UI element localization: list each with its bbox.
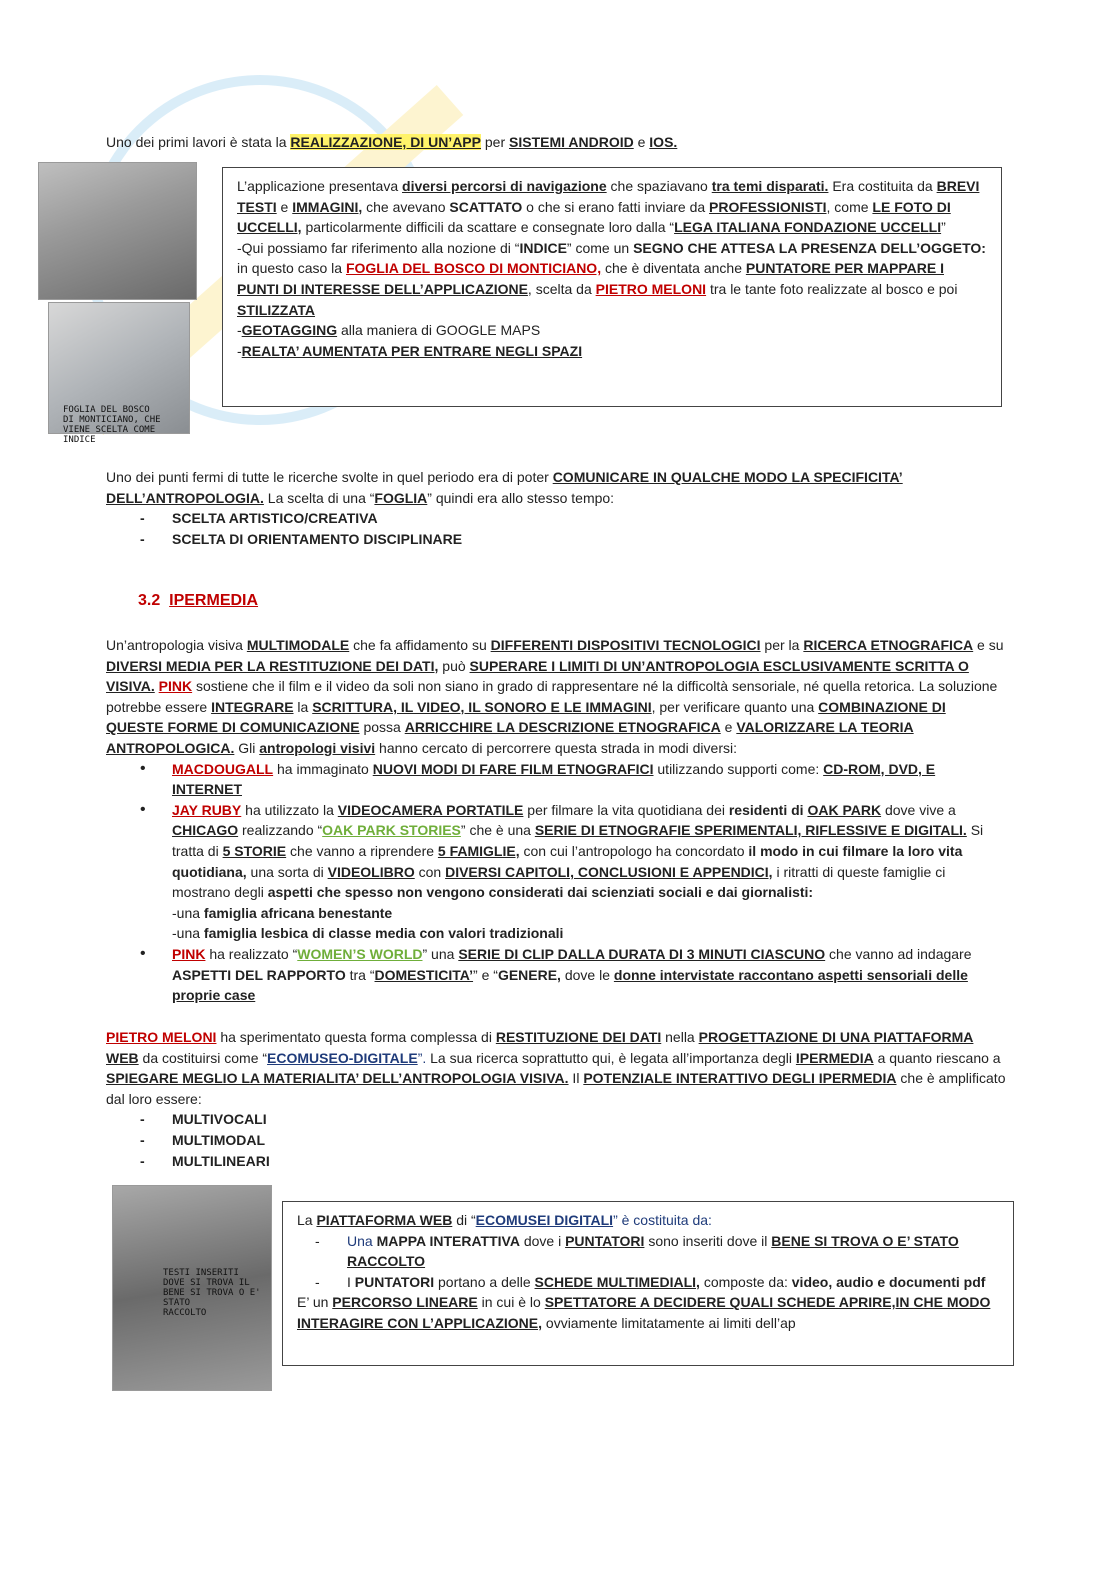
text: ha immaginato <box>273 760 373 777</box>
text: PROGETTAZIONE DI UNA PIATTAFORMA WEB <box>106 1029 974 1066</box>
text: SCATTATO <box>449 198 523 215</box>
text: I <box>347 1273 355 1290</box>
box1-realta <box>237 341 987 362</box>
piattaforma-list <box>297 1231 999 1293</box>
text: dove le <box>560 966 614 983</box>
text: STILIZZATA <box>237 301 316 318</box>
list-item: - SCELTA ARTISTICO/CREATIVA <box>138 508 1006 529</box>
text: VIDEOLIBRO <box>327 863 415 880</box>
text: il modo in cui filmare la loro vita quotidiana, <box>172 842 963 880</box>
text: ECOMUSEI DIGITALI <box>475 1212 614 1228</box>
text: donne intervistate raccontano aspetti sensoriali delle proprie case <box>172 966 968 1004</box>
text: tra “ <box>345 966 375 983</box>
text: SERIE DI CLIP DALLA DURATA DI 3 MINUTI CIASCUNO <box>458 945 826 962</box>
list-item-jay-ruby <box>138 800 1006 944</box>
text: PIETRO MELONI <box>595 280 707 297</box>
text: REALTA’ AUMENTATA PER ENTRARE NEGLI SPAZI <box>241 342 583 359</box>
text: dove vive a <box>881 801 956 818</box>
text: e <box>276 198 293 215</box>
text: composte da: <box>699 1273 792 1290</box>
text: ECOMUSEO-DIGITALE <box>267 1049 418 1066</box>
text: COMBINAZIONE DI QUESTE FORME DI COMUNICAZIONE <box>106 698 946 736</box>
app-screenshot-photo-2 <box>48 302 190 445</box>
text: PUNTATORE PER MAPPARE I PUNTI DI INTERESSE DELL’APPLICAZIONE <box>237 260 944 297</box>
text: Un’antropologia visiva <box>106 637 247 653</box>
text: una sorta di <box>246 863 328 880</box>
text: ” che è una <box>460 822 535 839</box>
list-item: - MULTILINEARI <box>138 1151 1006 1172</box>
text: o che si erano fatti inviare da <box>522 198 710 215</box>
text: realizzando “ <box>238 822 323 839</box>
text: per la <box>760 637 804 653</box>
text: ” quindi era allo stesso tempo: <box>427 489 615 506</box>
text: -Qui possiamo far riferimento alla nozione di “ <box>237 239 520 256</box>
text: MACDOUGALL <box>172 760 274 777</box>
text: INTEGRARE <box>211 698 294 715</box>
box1-geotagging <box>237 320 987 341</box>
text: la <box>293 698 313 715</box>
text: POTENZIALE INTERATTIVO DEGLI IPERMEDIA <box>583 1070 897 1087</box>
heading-number: 3.2 <box>138 592 161 609</box>
text: E’ un <box>297 1294 333 1311</box>
text: ARRICCHIRE LA DESCRIZIONE ETNOGRAFICA <box>404 719 721 736</box>
text: GEOTAGGING <box>241 322 338 339</box>
text: RICERCA ETNOGRAFICA <box>803 637 974 653</box>
list-item: - MULTIVOCALI <box>138 1109 1006 1130</box>
text: FOGLIA <box>374 489 428 506</box>
text: CHICAGO <box>172 822 239 839</box>
list-item-macdougall <box>138 759 1006 800</box>
text: -una <box>172 904 204 921</box>
text: Gli <box>234 739 260 756</box>
text: ” e “ <box>473 966 498 983</box>
text: ha sperimentato questa forma complessa di <box>216 1029 496 1045</box>
text: SPIEGARE MEGLIO LA MATERIALITA’ DELL’ANTROPOLOGIA VISIVA. <box>106 1070 569 1087</box>
text: e su <box>973 637 1004 653</box>
text: COMUNICARE IN QUALCHE MODO LA SPECIFICITA’ DELL’ANTROPOLOGIA. <box>106 469 903 506</box>
text: ” come un <box>566 239 634 256</box>
list-item-pink <box>138 944 1006 1006</box>
text: Era costituita da <box>828 178 937 194</box>
section-ipermedia <box>106 635 1006 1006</box>
text: SCRITTURA, IL VIDEO, IL SONORO E LE IMMAGINI <box>312 698 652 715</box>
text: DIVERSI CAPITOLI, CONCLUSIONI E APPENDICI, <box>445 863 773 880</box>
ecomuseo-map-photo <box>112 1185 272 1391</box>
text: che vanno a riprendere <box>286 842 438 859</box>
text: JAY RUBY <box>172 801 242 818</box>
text: , come <box>826 198 873 215</box>
app-screenshot-photo-1 <box>38 162 197 300</box>
box2-intro <box>297 1210 999 1231</box>
handwritten-note: FOGLIA DEL BOSCO DI MONTICIANO, CHE VIENE SCELTA COME INDICE <box>63 405 161 445</box>
intro-ios: IOS. <box>649 134 678 150</box>
text: IMMAGINI, <box>292 198 363 215</box>
app-description-box <box>222 167 1002 407</box>
text: in questo caso la <box>237 260 346 277</box>
text: hanno cercato di percorrere questa strada in modi diversi: <box>375 739 737 756</box>
text: ha utilizzato la <box>241 801 338 818</box>
text: antropologi visivi <box>259 739 376 756</box>
box1-paragraph <box>237 176 987 238</box>
box1-indice-paragraph <box>237 238 987 320</box>
text: tra temi disparati. <box>711 178 829 194</box>
text: DIVERSI MEDIA PER LA RESTITUZIONE DEI DATI, <box>106 657 439 674</box>
text: possa <box>359 719 405 736</box>
text: La <box>297 1212 317 1228</box>
text: sono inseriti dove il <box>644 1232 772 1249</box>
text: diversi percorsi di navigazione <box>402 178 607 194</box>
ipermedia-properties-list <box>106 1109 1006 1171</box>
text: residenti di <box>728 801 804 818</box>
text: portano a delle <box>434 1273 535 1290</box>
text: -una <box>172 925 204 942</box>
text: SPETTATORE A DECIDERE QUALI SCHEDE APRIRE,IN CHE MODO INTERAGIRE CON L’APPLICAZIONE, <box>297 1294 991 1331</box>
text: famiglia africana benestante <box>203 904 393 921</box>
text: che spaziavano <box>606 178 712 194</box>
text: che vanno ad indagare <box>825 945 972 962</box>
text: , scelta da <box>527 280 596 297</box>
text: Si tratta di <box>172 822 984 859</box>
section-meloni <box>106 1027 1006 1171</box>
text: GENERE, <box>497 966 561 983</box>
text: PERCORSO LINEARE <box>332 1294 478 1311</box>
text: MULTIMODALE <box>246 637 350 653</box>
text: ha realizzato “ <box>205 945 298 962</box>
text: i ritratti di queste famiglie ci mostrano degli <box>172 863 946 901</box>
text: ” è costituita da: <box>613 1212 712 1228</box>
text: INDICE <box>519 239 567 256</box>
intro-android: SISTEMI ANDROID <box>509 134 634 150</box>
section3-paragraph <box>106 635 1006 759</box>
text: nella <box>661 1029 699 1045</box>
text: tra le tante foto realizzate al bosco e poi <box>706 280 958 297</box>
text: RESTITUZIONE DEI DATI <box>495 1029 662 1045</box>
text: Una <box>347 1232 377 1249</box>
list-item <box>313 1272 999 1293</box>
text: PUNTATORI <box>565 1232 645 1249</box>
section4-paragraph <box>106 1027 1006 1109</box>
text: famiglia lesbica di classe media con valori tradizionali <box>203 925 564 942</box>
text: DIFFERENTI DISPOSITIVI TECNOLOGICI <box>490 637 761 653</box>
piattaforma-web-box <box>282 1201 1014 1366</box>
text: utilizzando supporti come: <box>653 760 824 777</box>
text: SERIE DI ETNOGRAFIE SPERIMENTALI, RIFLESSIVE E DIGITALI. <box>534 822 967 839</box>
text: LEGA ITALIANA FONDAZIONE UCCELLI <box>674 219 942 236</box>
text: PINK <box>158 678 193 695</box>
text: - <box>237 342 242 359</box>
text: La scelta di una “ <box>263 489 375 506</box>
text: video, audio e documenti pdf <box>791 1273 986 1290</box>
text: MAPPA INTERATTIVA <box>376 1232 520 1249</box>
text: PIETRO MELONI <box>106 1029 217 1045</box>
list-item: - MULTIMODAL <box>138 1130 1006 1151</box>
text: 5 FAMIGLIE, <box>437 842 520 859</box>
text: da costituirsi come “ <box>138 1049 268 1066</box>
text: ” una <box>422 945 459 962</box>
text: La sua ricerca soprattutto qui, è legata all’importanza degli <box>426 1049 796 1066</box>
text: ovviamente limitatamente ai limiti dell’ap <box>542 1314 796 1331</box>
text: SCHEDE MULTIMEDIALI, <box>534 1273 700 1290</box>
section-specificita <box>106 467 1006 549</box>
text: PUNTATORI <box>354 1273 435 1290</box>
text: LE FOTO DI UCCELLI, <box>237 198 951 236</box>
text: Uno dei punti fermi di tutte le ricerche svolte in quel periodo era di poter <box>106 469 553 485</box>
text: NUOVI MODI DI FARE FILM ETNOGRAFICI <box>372 760 654 777</box>
list-item: - SCELTA DI ORIENTAMENTO DISCIPLINARE <box>138 529 1006 550</box>
heading-title: IPERMEDIA <box>169 592 259 609</box>
box2-footer <box>297 1292 999 1333</box>
text: PROFESSIONISTI <box>709 198 827 215</box>
text: alla maniera di GOOGLE MAPS <box>337 322 541 339</box>
text: OAK PARK <box>807 801 882 818</box>
text: OAK PARK STORIES <box>322 822 461 839</box>
text: con <box>414 863 446 880</box>
text: Il <box>568 1070 584 1087</box>
text: L’applicazione presentava <box>237 178 403 194</box>
text: può <box>438 657 470 674</box>
text: VALORIZZARE LA TEORIA ANTROPOLOGICA. <box>106 719 914 756</box>
text: BREVI TESTI <box>237 178 980 215</box>
text: IPERMEDIA <box>795 1049 874 1066</box>
intro-line <box>106 132 1006 153</box>
text: di “ <box>452 1212 476 1228</box>
text: che fa affidamento su <box>349 637 491 653</box>
text: che è diventata anche <box>601 260 746 277</box>
text: ”. <box>417 1049 427 1066</box>
text: per filmare la vita quotidiana dei <box>523 801 729 818</box>
text: SUPERARE I LIMITI DI UN’ANTROPOLOGIA ESCLUSIVAMENTE SCRITTA O VISIVA. <box>106 657 969 695</box>
text: 5 STORIE <box>222 842 287 859</box>
text: e <box>720 719 737 736</box>
text: ” <box>941 219 946 236</box>
text: DOMESTICITA’ <box>374 966 474 983</box>
intro-text: Uno dei primi lavori è stata la <box>106 134 291 150</box>
text: che avevano <box>362 198 450 215</box>
text: PIATTAFORMA WEB <box>316 1212 453 1228</box>
text: dove i <box>519 1232 566 1249</box>
list-item <box>313 1231 999 1272</box>
handwritten-note: TESTI INSERITI DOVE SI TROVA IL BENE SI TROVA O E' STATO RACCOLTO <box>163 1268 261 1318</box>
intro-app-highlight: REALIZZAZIONE, DI UN’APP <box>290 134 481 150</box>
text: SEGNO CHE ATTESA LA PRESENZA DELL’OGGETO: <box>633 239 986 256</box>
intro-text: per <box>480 134 509 150</box>
text: , per verificare quanto una <box>651 698 819 715</box>
text: PINK <box>172 945 206 962</box>
text: WOMEN’S WORLD <box>297 945 423 962</box>
text: - <box>237 322 242 339</box>
scelta-list <box>106 508 1006 549</box>
text: a quanto riescano a <box>873 1049 1001 1066</box>
text: aspetti che spesso non vengono considerati dai scienziati sociali e dai giornalisti: <box>267 884 814 901</box>
text: sostiene che il film e il video da soli non siano in grado di rappresentare né la difficoltà sensoriale, né quella retorica. La soluzione potrebbe essere <box>106 678 998 715</box>
text: ASPETTI DEL RAPPORTO <box>172 966 346 983</box>
text: in cui è lo <box>477 1294 545 1311</box>
section-heading <box>138 591 258 612</box>
text: CD-ROM, DVD, E INTERNET <box>172 760 936 798</box>
text: VIDEOCAMERA PORTATILE <box>337 801 524 818</box>
text: con cui l’antropologo ha concordato <box>519 842 749 859</box>
antropologi-list <box>106 759 1006 1006</box>
text: BENE SI TROVA O E’ STATO RACCOLTO <box>347 1232 959 1270</box>
intro-text: e <box>633 134 650 150</box>
text: FOGLIA DEL BOSCO DI MONTICIANO, <box>345 260 602 277</box>
text: particolarmente difficili da scattare e consegnate loro dalla “ <box>301 219 675 236</box>
section2-paragraph <box>106 467 1006 508</box>
text: che è amplificato dal loro essere: <box>106 1070 1006 1107</box>
